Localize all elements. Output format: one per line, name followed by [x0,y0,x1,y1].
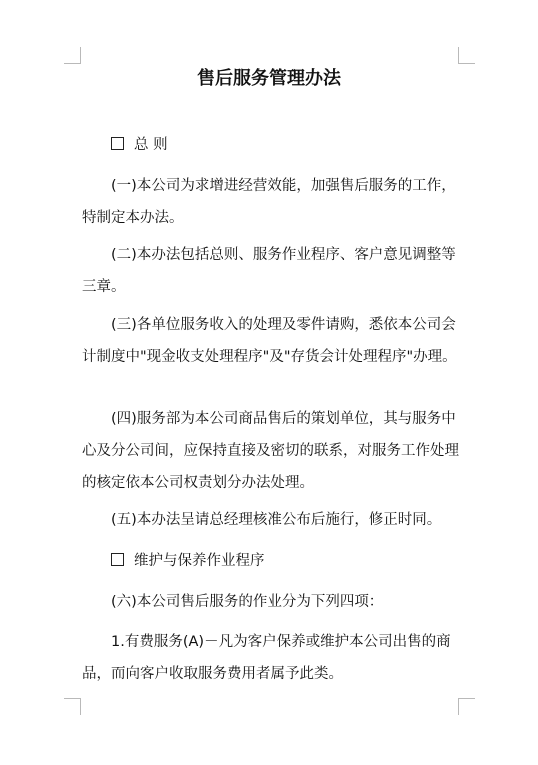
paragraph-7: 1.有费服务(A)－凡为客户保养或维护本公司出售的商品，而向客户收取服务费用者属予此类。 [82,634,451,682]
paragraph-2: (二)本办法包括总则、服务作业程序、客户意见调整等三章。 [82,247,456,295]
paragraph-1: (一)本公司为求增进经营效能，加强售后服务的工作，特制定本办法。 [82,178,456,226]
checkbox-square-icon [111,137,124,150]
section-heading-text: 维护与保养作业程序 [134,553,265,569]
section-heading-maintenance [82,545,462,577]
section-heading-general [82,129,462,161]
paragraph-6: (六)本公司售后服务的作业分为下列四项： [111,594,384,610]
page-corner-mark-bottom-right [458,698,475,715]
section-heading-text: 总 则 [134,137,168,153]
page-corner-mark-top-right [458,47,475,64]
paragraph-5: (五)本办法呈请总经理核准公布后施行，修正时同。 [111,512,442,528]
paragraph-3: (三)各单位服务收入的处理及零件请购，悉依本公司会计制度中"现金收支处理程序"及"存货会计处理程序"办理。 [82,317,457,365]
page-corner-mark-bottom-left [64,698,81,715]
checkbox-square-icon [111,553,124,566]
paragraph-4: (四)服务部为本公司商品售后的策划单位，其与服务中心及分公司间，应保持直接及密切的联系，对服务工作处理的核定依本公司权责划分办法处理。 [82,411,459,491]
page-corner-mark-top-left [64,47,81,64]
document-title: 售后服务管理办法 [197,68,341,89]
